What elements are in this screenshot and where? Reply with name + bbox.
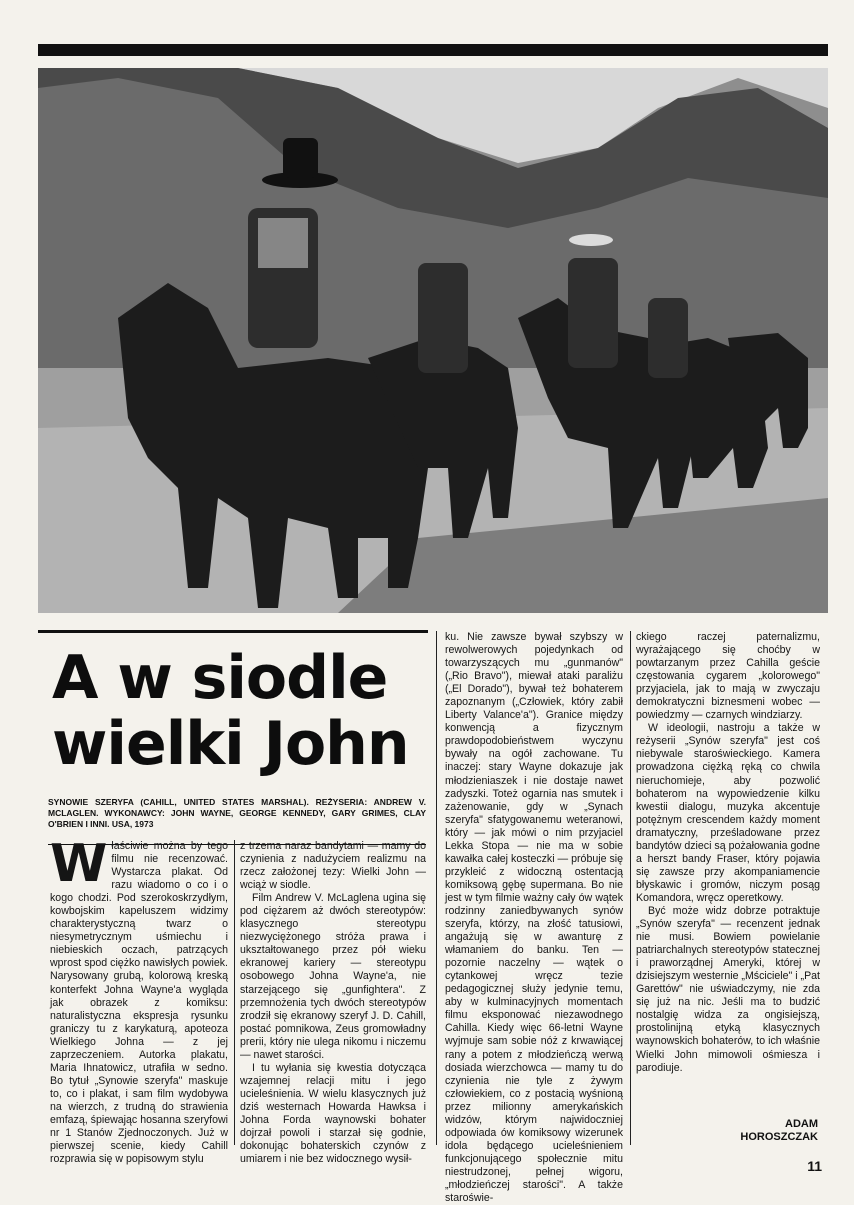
paragraph: I tu wyłania się kwestia dotycząca wzajemnej relacji mitu i jego ucieleśnienia. W wielu klasycznych już dziś westernach Howarda Hawksa i Johna Forda waynowski bohater dojrzał powoli i starzał się godnie, dokonując bohaterskich czynów z umiarem i nie bez widocznego wysił- (240, 1061, 426, 1166)
paragraph: Film Andrew V. McLaglena ugina się pod ciężarem aż dwóch stereotypów: klasycznego stereotypu niezwyciężonego stróża prawa i ukształtowanego przez pół wieku ekranowej kariery — stereotypu osobowego Johna Wayne'a, nie starzejącego się „gunfightera". Z przemnożenia tych dwóch stereotypów zrodził się ekranowy szeryf J. D. Cahill, postać pomnikowa, Zeus gromowładny prerii, który nie ulega nikomu i niczemu — nawet starości. (240, 892, 426, 1061)
paragraph: Być może widz dobrze potraktuje „Synów szeryfa" — recenzent jednak nie musi. Bowiem powielanie patriarchalnych stereotypów statecznej i praworządnej Ameryki, której w dzisiejszym westernie „Mściciele" i „Pat Garettów" nie uświadczymy, nie zda się już na nic. Jeśli ma to budzić nostalgię widza za ongisiejszą, prostolinijną etyką klasycznych waynowskich bohaterów, to ich właśnie Wielki John mimowoli ośmiesza i parodiuje. (636, 904, 820, 1074)
article-headline (52, 645, 428, 777)
film-credits: SYNOWIE SZERYFA (CAHILL, UNITED STATES MARSHAL). REŻYSERIA: ANDREW V. MCLAGLEN. WYKONAWCY: JOHN WAYNE, GEORGE KENNEDY, GARY GRIMES, CLAY O'BRIEN I INNI. USA, 1973 (48, 797, 426, 845)
column-rule (630, 631, 631, 1145)
film-still-photo (38, 68, 828, 613)
author-first-name: ADAM (785, 1118, 818, 1130)
column-rule (234, 840, 235, 1145)
article-column-4 (636, 631, 820, 1075)
riders-on-horseback-image (38, 68, 828, 613)
headline-line-1: A w siodle (52, 643, 388, 713)
paragraph: łaściwie można by tego filmu nie recenzować. Wystarcza plakat. Od razu wiadomo o co i o kogo chodzi. Pod szerokoskrzydłym, kowbojskim kapeluszem widzimy charakterystyczną twarz o niesymetrycznym uśmiechu i niebieskich oczach, patrzących wprost spod ciężko nawisłych powiek. Narysowany grubą, kolorową kreską konterfekt Johna Wayne'a wygląda jak obrazek z komiksu: naturalistyczna ekspresja rysunku graniczy tu z karykaturą, apoteoza Wielkiego Johna — z jej zaprzeczeniem. Autorka plakatu, Maria Ihnatowicz, utrafiła w sedno. Bo tytuł „Synowie szeryfa" maskuje to, co i plakat, i sam film wydobywa na wierzch, z trudną do strawienia emfazą, śpiewając hosanna szeryfowi nr 1 Stanów Zjednoczonych. Już w pierwszej scenie, kiedy Cahill rozprawia się w popisowym stylu (50, 840, 228, 1166)
headline-block (38, 630, 428, 777)
article-column-2 (240, 840, 426, 1166)
author-byline (740, 1118, 818, 1144)
headline-line-2: wielki John (52, 709, 409, 779)
top-rule (38, 44, 828, 56)
author-last-name: HOROSZCZAK (740, 1131, 818, 1143)
article-column-3 (445, 631, 623, 1205)
column-rule (436, 631, 437, 1145)
paragraph: ku. Nie zawsze bywał szybszy w rewolwerowych pojedynkach od towarzyszących mu „gunmanów" („Rio Bravo"), miewał ataki paraliżu („El Dorado"), bywał też bohaterem zapoznanym („Człowiek, który zabił Liberty Valance'a"). Granice między konwencją a fizycznym prawdopodobieństwem wyczynu bywały na ogół zachowane. Tu inaczej: stary Wayne dokazuje jak młodzieniaszek i nie dostaje nawet zadyszki. Toteż ogarnia nas smutek i zażenowanie, gdy w „Synach szeryfa" sfatygowanemu weteranowi, który — jak mówi o nim przyjaciel Lekka Stopa — nie ma w sobie kawałka całej kosteczki — próbuje się przykleić z widoczną ostentacją komiksową gębę supermana. Bo nie jest w tym filmie ważny cały ów wątek rodzinny zaniedbywanych synów szeryfa, którzy, na złość tatusiowi, angażują się w awanturę z włamaniem do banku. Ten — pozornie naczelny — wątek o cytankowej wręcz tezie pedagogicznej służy jedynie temu, aby w kulminacyjnych momentach filmu eksponować niezawodnego Cahilla. Kiedy więc 66-letni Wayne wyjmuje sam sobie nóż z krwawiącej rany a potem z młodzieńczą werwą dosiada wierzchowca — mamy tu do czynienia nie tyle z żywym człowiekiem, co z postacią wyśnioną przez milionny amerykańskich widzów, którym najwidoczniej odpowiada ów komiksowy wizerunek idola będącego ucieleśnieniem funkcjonującego społecznie mitu niestrudzonej, pełnej wigoru, „młodzieńczej starości". A także staroświe- (445, 631, 623, 1205)
drop-cap: W (50, 834, 108, 894)
article-column-1 (50, 834, 228, 1166)
paragraph: z trzema naraz bandytami — mamy do czynienia z nadużyciem realizmu na rzecz założonej tezy: Wielki John — wciąż w siodle. (240, 840, 426, 892)
page-number: 11 (807, 1158, 822, 1174)
paragraph: W ideologii, nastroju a także w reżyserii „Synów szeryfa" jest coś niebywale staroświeckiego. Kamera prowadzona ciężką ręką co chwila nieruchomieje, aby pozwolić bohaterom na wypowiedzenie kilku kwestii dialogu, muzyka akcentuje potężnym crescendem każdy moment dramatyczny, prześladowane przez bandytów dzieci są pożałowania godne a herszt bandy Fraser, który pojawia się zawsze przy akompaniamencie błyskawic i gromów, niczym posąg Komandora, wręcz operetkowy. (636, 722, 820, 904)
paragraph: ckiego raczej paternalizmu, wyrażającego się choćby w powtarzanym przez Cahilla geście częstowania cygarem „kolorowego" przyjaciela, jak to mają w zwyczaju demokratyczni biznesmeni wobec — powiedzmy — czarnych windziarzy. (636, 631, 820, 722)
